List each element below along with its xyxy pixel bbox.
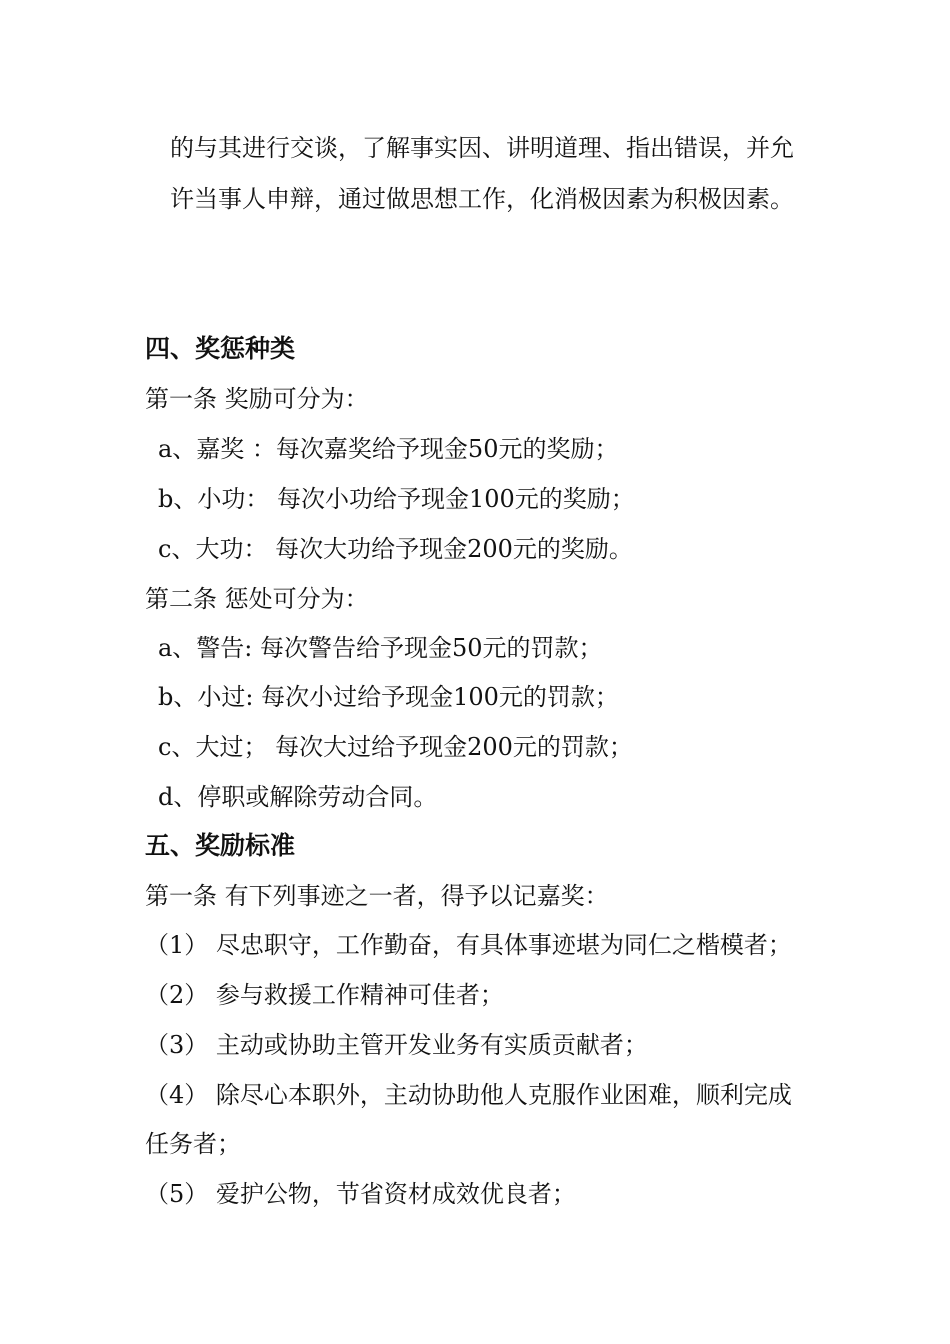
list-item: d、停职或解除劳动合同。: [158, 783, 438, 811]
list-item: （1） 尽忠职守，工作勤奋，有具体事迹堪为同仁之楷模者；: [145, 931, 792, 959]
list-item: c、大功： 每次大功给予现金200元的奖励。: [158, 535, 633, 563]
list-item: b、小过: 每次小过给予现金100元的罚款；: [158, 683, 619, 711]
section-heading-5: 五、奖励标准: [145, 831, 296, 860]
list-item-continuation: 任务者；: [145, 1130, 241, 1158]
list-item: a、警告: 每次警告给予现金50元的罚款；: [158, 634, 603, 662]
list-item: b、小功： 每次小功给予现金100元的奖励；: [158, 485, 635, 513]
intro-line-1: 的与其进行交谈，了解事实因、讲明道理、指出错误，并允: [170, 134, 794, 162]
list-item: （4） 除尽心本职外，主动协助他人克服作业困难，顺利完成: [145, 1081, 792, 1109]
intro-line-2: 许当事人申辩，通过做思想工作，化消极因素为积极因素。: [170, 185, 794, 213]
list-item: （5） 爱护公物，节省资材成效优良者；: [145, 1180, 576, 1208]
article-title-reward-types: 第一条 奖励可分为：: [145, 385, 369, 413]
article-title-penalty-types: 第二条 惩处可分为：: [145, 585, 369, 613]
article-title-commendation: 第一条 有下列事迹之一者，得予以记嘉奖：: [145, 882, 609, 910]
list-item: （2） 参与救援工作精神可佳者；: [145, 981, 504, 1009]
list-item: a、嘉奖 ：每次嘉奖给予现金50元的奖励；: [158, 435, 619, 463]
section-heading-4: 四、奖惩种类: [145, 334, 296, 363]
list-item: （3） 主动或协助主管开发业务有实质贡献者；: [145, 1031, 648, 1059]
list-item: c、大过； 每次大过给予现金200元的罚款；: [158, 733, 633, 761]
